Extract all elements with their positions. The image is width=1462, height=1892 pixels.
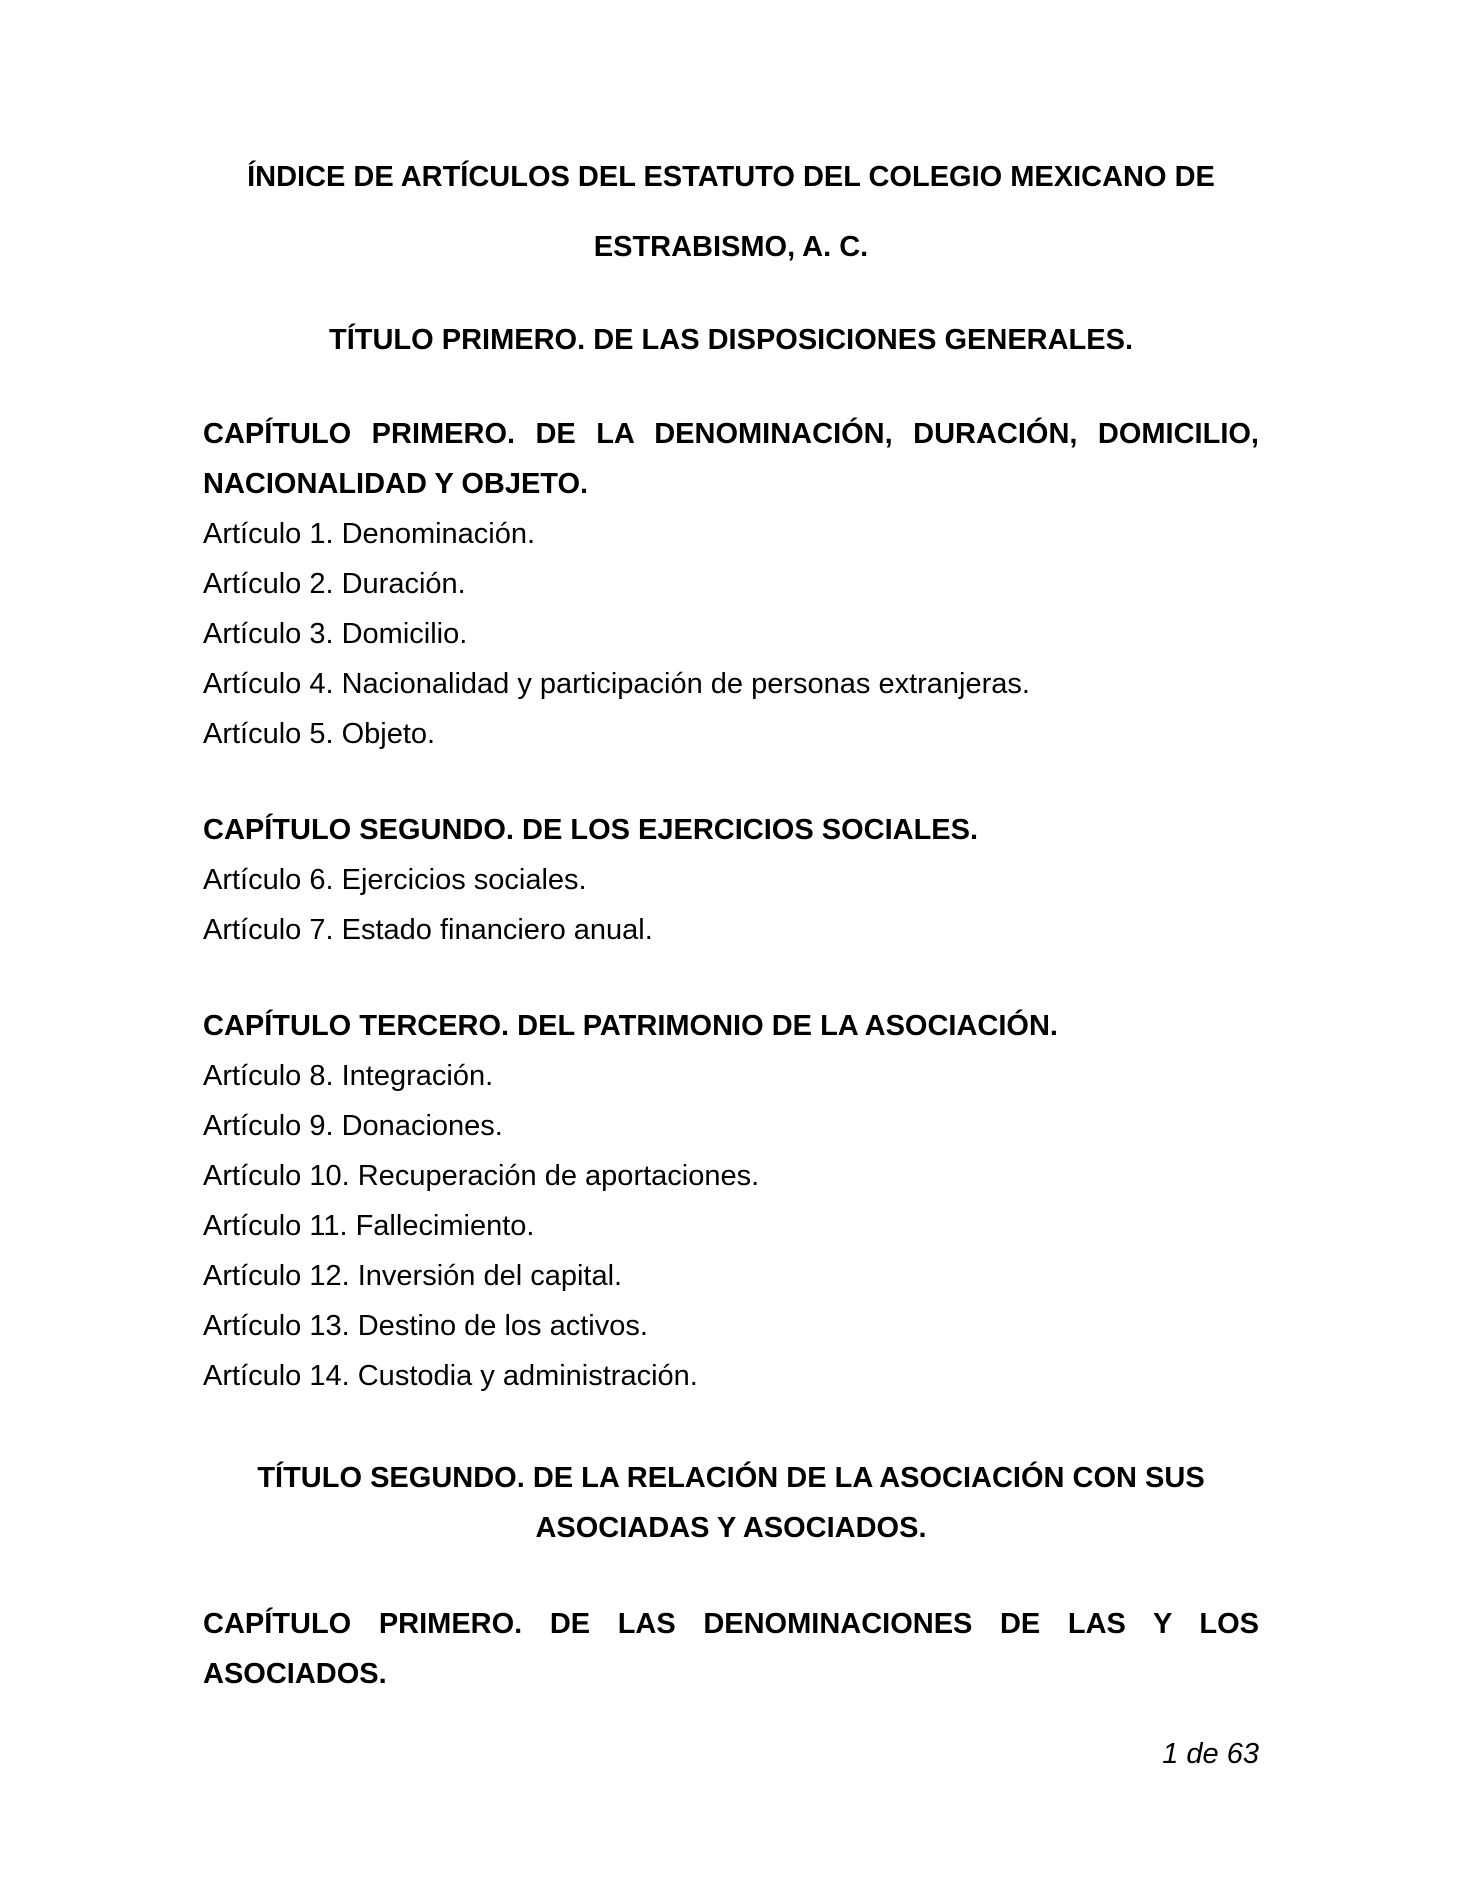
article-item: Artículo 13. Destino de los activos. [203,1310,648,1342]
capitulo-primero-articles [203,509,1259,759]
article-item: Artículo 4. Nacionalidad y participación de personas extranjeras. [203,668,1030,700]
titulo-primero-heading: TÍTULO PRIMERO. DE LAS DISPOSICIONES GENERALES. [328,324,1134,356]
article-item: Artículo 11. Fallecimiento. [203,1210,535,1242]
article-item: Artículo 1. Denominación. [203,518,536,550]
titulo-segundo-heading-line-2: ASOCIADAS Y ASOCIADOS. [535,1512,927,1544]
capitulo-primero-heading-line-2: NACIONALIDAD Y OBJETO. [203,468,589,500]
titulo-segundo-heading [203,1453,1259,1553]
article-item: Artículo 12. Inversión del capital. [203,1260,623,1292]
capitulo-primero-t2-heading-line-2: ASOCIADOS. [203,1658,387,1690]
capitulo-primero-t2-heading [203,1599,1259,1699]
article-item: Artículo 8. Integración. [203,1060,494,1092]
page-number: 1 de 63 [1162,1738,1259,1770]
page-content [203,0,1259,1779]
capitulo-segundo-heading: CAPÍTULO SEGUNDO. DE LOS EJERCICIOS SOCIALES. [203,814,979,846]
article-item: Artículo 7. Estado financiero anual. [203,914,653,946]
article-item: Artículo 5. Objeto. [203,718,436,750]
article-item: Artículo 2. Duración. [203,568,466,600]
capitulo-primero-heading [203,409,1259,509]
capitulo-primero-t2-heading-line-1: CAPÍTULO PRIMERO. DE LAS DENOMINACIONES DE LAS Y LOS [203,1608,1259,1640]
titulo-segundo-heading-line-1: TÍTULO SEGUNDO. DE LA RELACIÓN DE LA ASOCIACIÓN CON SUS [257,1462,1205,1494]
document-title-line-2: ESTRABISMO, A. C. [593,231,869,263]
document-title-line-1: ÍNDICE DE ARTÍCULOS DEL ESTATUTO DEL COLEGIO MEXICANO DE [247,161,1215,193]
capitulo-tercero-articles [203,1051,1259,1401]
capitulo-tercero-heading: CAPÍTULO TERCERO. DEL PATRIMONIO DE LA ASOCIACIÓN. [203,1010,1058,1042]
article-item: Artículo 14. Custodia y administración. [203,1360,698,1392]
article-item: Artículo 9. Donaciones. [203,1110,503,1142]
capitulo-segundo-articles [203,855,1259,955]
article-item: Artículo 3. Domicilio. [203,618,468,650]
article-item: Artículo 10. Recuperación de aportaciones. [203,1160,760,1192]
article-item: Artículo 6. Ejercicios sociales. [203,864,587,896]
capitulo-primero-heading-line-1: CAPÍTULO PRIMERO. DE LA DENOMINACIÓN, DURACIÓN, DOMICILIO, [203,418,1259,450]
document-title [203,142,1259,282]
